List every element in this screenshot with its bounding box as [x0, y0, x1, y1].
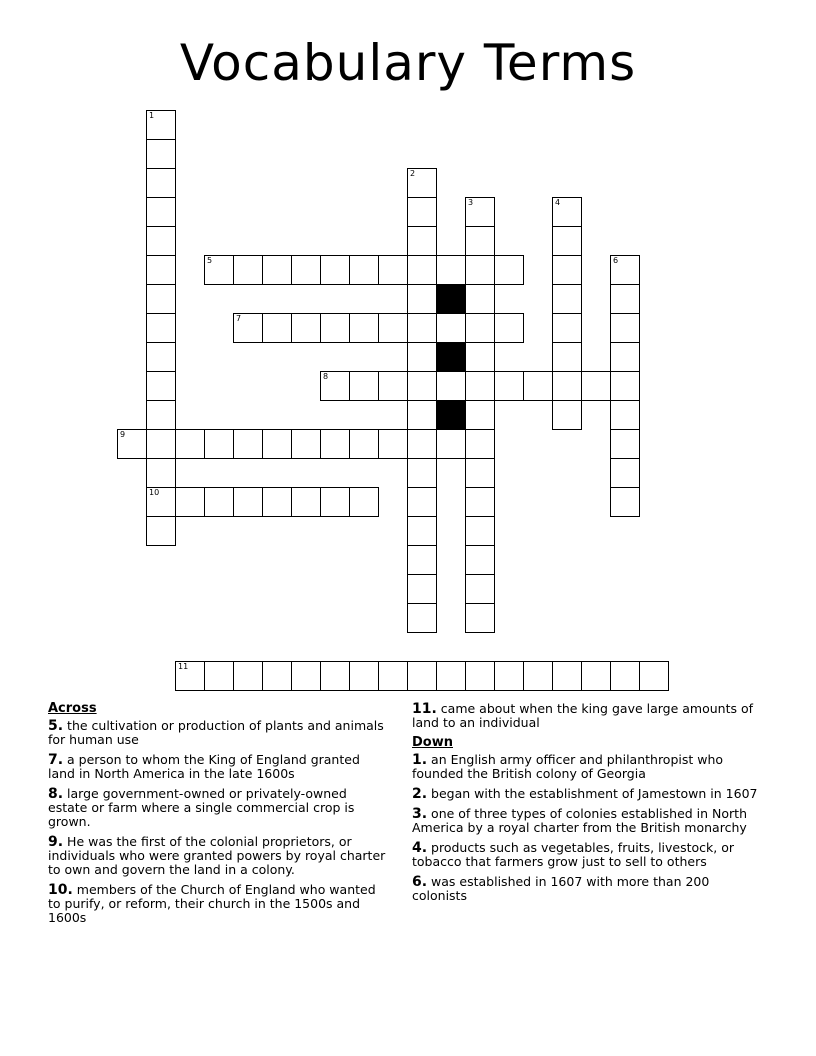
- grid-cell[interactable]: [233, 487, 263, 517]
- grid-cell[interactable]: [349, 429, 379, 459]
- grid-cell[interactable]: [465, 516, 495, 546]
- grid-cell[interactable]: [465, 429, 495, 459]
- grid-cell[interactable]: [407, 661, 437, 691]
- grid-cell[interactable]: [175, 661, 205, 691]
- grid-cell[interactable]: [146, 371, 176, 401]
- grid-cell[interactable]: [204, 487, 234, 517]
- grid-cell[interactable]: [465, 487, 495, 517]
- grid-cell[interactable]: [349, 255, 379, 285]
- grid-cell[interactable]: [407, 429, 437, 459]
- grid-cell[interactable]: [146, 168, 176, 198]
- grid-cell[interactable]: [523, 661, 553, 691]
- grid-cell[interactable]: [320, 487, 350, 517]
- grid-cell[interactable]: [146, 458, 176, 488]
- grid-cell[interactable]: [320, 255, 350, 285]
- grid-cell[interactable]: [233, 661, 263, 691]
- grid-cell[interactable]: [407, 342, 437, 372]
- grid-cell[interactable]: [146, 284, 176, 314]
- grid-cell[interactable]: [407, 458, 437, 488]
- grid-cell[interactable]: [378, 661, 408, 691]
- clue-across-11: 11. came about when the king gave large amounts of land to an individual: [412, 701, 754, 730]
- grid-cell[interactable]: [146, 110, 176, 140]
- grid-cell[interactable]: [407, 371, 437, 401]
- grid-cell[interactable]: [407, 255, 437, 285]
- clue-number: 10: [149, 488, 160, 497]
- grid-cell[interactable]: [233, 313, 263, 343]
- grid-cell[interactable]: [581, 371, 611, 401]
- grid-cell[interactable]: [175, 487, 205, 517]
- grid-cell[interactable]: [291, 313, 321, 343]
- grid-cell[interactable]: [610, 429, 640, 459]
- grid-cell[interactable]: [552, 197, 582, 227]
- clue-number: 6: [613, 256, 619, 265]
- clue-down-2: 2. began with the establishment of Jamestown in 1607: [412, 786, 758, 802]
- grid-cell[interactable]: [436, 371, 466, 401]
- grid-cell[interactable]: [233, 429, 263, 459]
- grid-cell[interactable]: [407, 516, 437, 546]
- grid-cell[interactable]: [407, 400, 437, 430]
- page-title: Vocabulary Terms: [179, 34, 637, 92]
- grid-cell[interactable]: [407, 545, 437, 575]
- grid-cell[interactable]: [552, 226, 582, 256]
- grid-cell[interactable]: [320, 313, 350, 343]
- grid-block-cell: [436, 342, 466, 372]
- grid-cell[interactable]: [407, 168, 437, 198]
- grid-cell[interactable]: [320, 429, 350, 459]
- grid-cell[interactable]: [117, 429, 147, 459]
- grid-cell[interactable]: [465, 284, 495, 314]
- grid-cell[interactable]: [204, 255, 234, 285]
- clue-number: 8: [323, 372, 329, 381]
- clue-number: 9: [120, 430, 126, 439]
- grid-cell[interactable]: [610, 255, 640, 285]
- clue-number: 3: [468, 198, 474, 207]
- grid-cell[interactable]: [465, 342, 495, 372]
- grid-cell[interactable]: [262, 313, 292, 343]
- grid-cell[interactable]: [146, 516, 176, 546]
- grid-cell[interactable]: [610, 313, 640, 343]
- clue-number: 1: [149, 111, 155, 120]
- grid-cell[interactable]: [407, 226, 437, 256]
- grid-cell[interactable]: [465, 313, 495, 343]
- grid-cell[interactable]: [465, 603, 495, 633]
- clue-across-10: 10. members of the Church of England who wanted to purify, or reform, their church in the 1500s and 1600s: [48, 882, 376, 925]
- grid-cell[interactable]: [610, 284, 640, 314]
- grid-cell[interactable]: [291, 429, 321, 459]
- grid-cell[interactable]: [146, 226, 176, 256]
- clue-down-6: 6. was established in 1607 with more than 200 colonists: [412, 874, 710, 903]
- grid-cell[interactable]: [465, 197, 495, 227]
- grid-cell[interactable]: [407, 197, 437, 227]
- grid-cell[interactable]: [146, 197, 176, 227]
- grid-cell[interactable]: [494, 313, 524, 343]
- grid-cell[interactable]: [204, 661, 234, 691]
- grid-cell[interactable]: [407, 487, 437, 517]
- grid-cell[interactable]: [407, 313, 437, 343]
- clue-across-8: 8. large government-owned or privately-owned estate or farm where a single commercial crop is grown.: [48, 786, 355, 829]
- grid-cell[interactable]: [610, 400, 640, 430]
- grid-cell[interactable]: [349, 661, 379, 691]
- grid-cell[interactable]: [465, 255, 495, 285]
- grid-cell[interactable]: [378, 255, 408, 285]
- grid-cell[interactable]: [262, 255, 292, 285]
- grid-cell[interactable]: [552, 313, 582, 343]
- clue-number: 2: [410, 169, 416, 178]
- grid-cell[interactable]: [291, 487, 321, 517]
- grid-cell[interactable]: [436, 255, 466, 285]
- grid-cell[interactable]: [407, 603, 437, 633]
- grid-cell[interactable]: [146, 342, 176, 372]
- grid-cell[interactable]: [581, 661, 611, 691]
- clue-across-5: 5. the cultivation or production of plants and animals for human use: [48, 718, 384, 747]
- grid-cell[interactable]: [146, 313, 176, 343]
- grid-cell[interactable]: [378, 313, 408, 343]
- grid-cell[interactable]: [291, 255, 321, 285]
- grid-cell[interactable]: [552, 661, 582, 691]
- grid-cell[interactable]: [610, 487, 640, 517]
- grid-cell[interactable]: [146, 400, 176, 430]
- clue-number: 7: [236, 314, 242, 323]
- grid-cell[interactable]: [610, 342, 640, 372]
- grid-cell[interactable]: [407, 284, 437, 314]
- grid-cell[interactable]: [146, 487, 176, 517]
- clue-down-4: 4. products such as vegetables, fruits, livestock, or tobacco that farmers grow just to sell to others: [412, 840, 735, 869]
- grid-cell[interactable]: [552, 255, 582, 285]
- grid-cell[interactable]: [494, 371, 524, 401]
- grid-cell[interactable]: [436, 429, 466, 459]
- grid-cell[interactable]: [436, 313, 466, 343]
- grid-cell[interactable]: [610, 371, 640, 401]
- grid-cell[interactable]: [233, 255, 263, 285]
- grid-cell[interactable]: [349, 371, 379, 401]
- grid-cell[interactable]: [262, 661, 292, 691]
- grid-cell[interactable]: [349, 487, 379, 517]
- clue-down-1: 1. an English army officer and philanthropist who founded the British colony of Georgia: [412, 752, 724, 781]
- clue-across-7: 7. a person to whom the King of England granted land in North America in the late 1600s: [48, 752, 360, 781]
- grid-cell[interactable]: [378, 429, 408, 459]
- grid-cell[interactable]: [175, 429, 205, 459]
- grid-block-cell: [436, 400, 466, 430]
- grid-cell[interactable]: [146, 429, 176, 459]
- grid-cell[interactable]: [436, 661, 466, 691]
- grid-cell[interactable]: [204, 429, 234, 459]
- grid-cell[interactable]: [262, 487, 292, 517]
- clue-down-3: 3. one of three types of colonies established in North America by a royal charter from the British monarchy: [412, 806, 747, 835]
- across-column: [48, 702, 388, 931]
- grid-cell[interactable]: [639, 661, 669, 691]
- grid-cell[interactable]: [465, 400, 495, 430]
- grid-cell[interactable]: [407, 574, 437, 604]
- across-header: Across: [48, 701, 97, 716]
- grid-cell[interactable]: [552, 342, 582, 372]
- grid-cell[interactable]: [523, 371, 553, 401]
- grid-cell[interactable]: [465, 226, 495, 256]
- grid-cell[interactable]: [262, 429, 292, 459]
- grid-cell[interactable]: [610, 661, 640, 691]
- grid-cell[interactable]: [610, 458, 640, 488]
- grid-cell[interactable]: [465, 661, 495, 691]
- clue-number: 11: [178, 662, 189, 671]
- grid-cell[interactable]: [320, 661, 350, 691]
- grid-cell[interactable]: [552, 371, 582, 401]
- grid-cell[interactable]: [378, 371, 408, 401]
- down-header: Down: [412, 735, 453, 750]
- grid-cell[interactable]: [320, 371, 350, 401]
- grid-cell[interactable]: [291, 661, 321, 691]
- clue-number: 4: [555, 198, 561, 207]
- grid-cell[interactable]: [494, 661, 524, 691]
- grid-cell[interactable]: [465, 574, 495, 604]
- grid-cell[interactable]: [465, 371, 495, 401]
- grid-cell[interactable]: [552, 284, 582, 314]
- grid-cell[interactable]: [465, 458, 495, 488]
- grid-cell[interactable]: [146, 255, 176, 285]
- grid-block-cell: [436, 284, 466, 314]
- grid-cell[interactable]: [465, 545, 495, 575]
- grid-cell[interactable]: [552, 400, 582, 430]
- down-column: [412, 702, 764, 909]
- grid-cell[interactable]: [494, 255, 524, 285]
- grid-cell[interactable]: [349, 313, 379, 343]
- clue-across-9: 9. He was the first of the colonial proprietors, or individuals who were granted powers by royal charter to own and govern the land in a colony.: [48, 834, 386, 877]
- clue-number: 5: [207, 256, 213, 265]
- grid-cell[interactable]: [146, 139, 176, 169]
